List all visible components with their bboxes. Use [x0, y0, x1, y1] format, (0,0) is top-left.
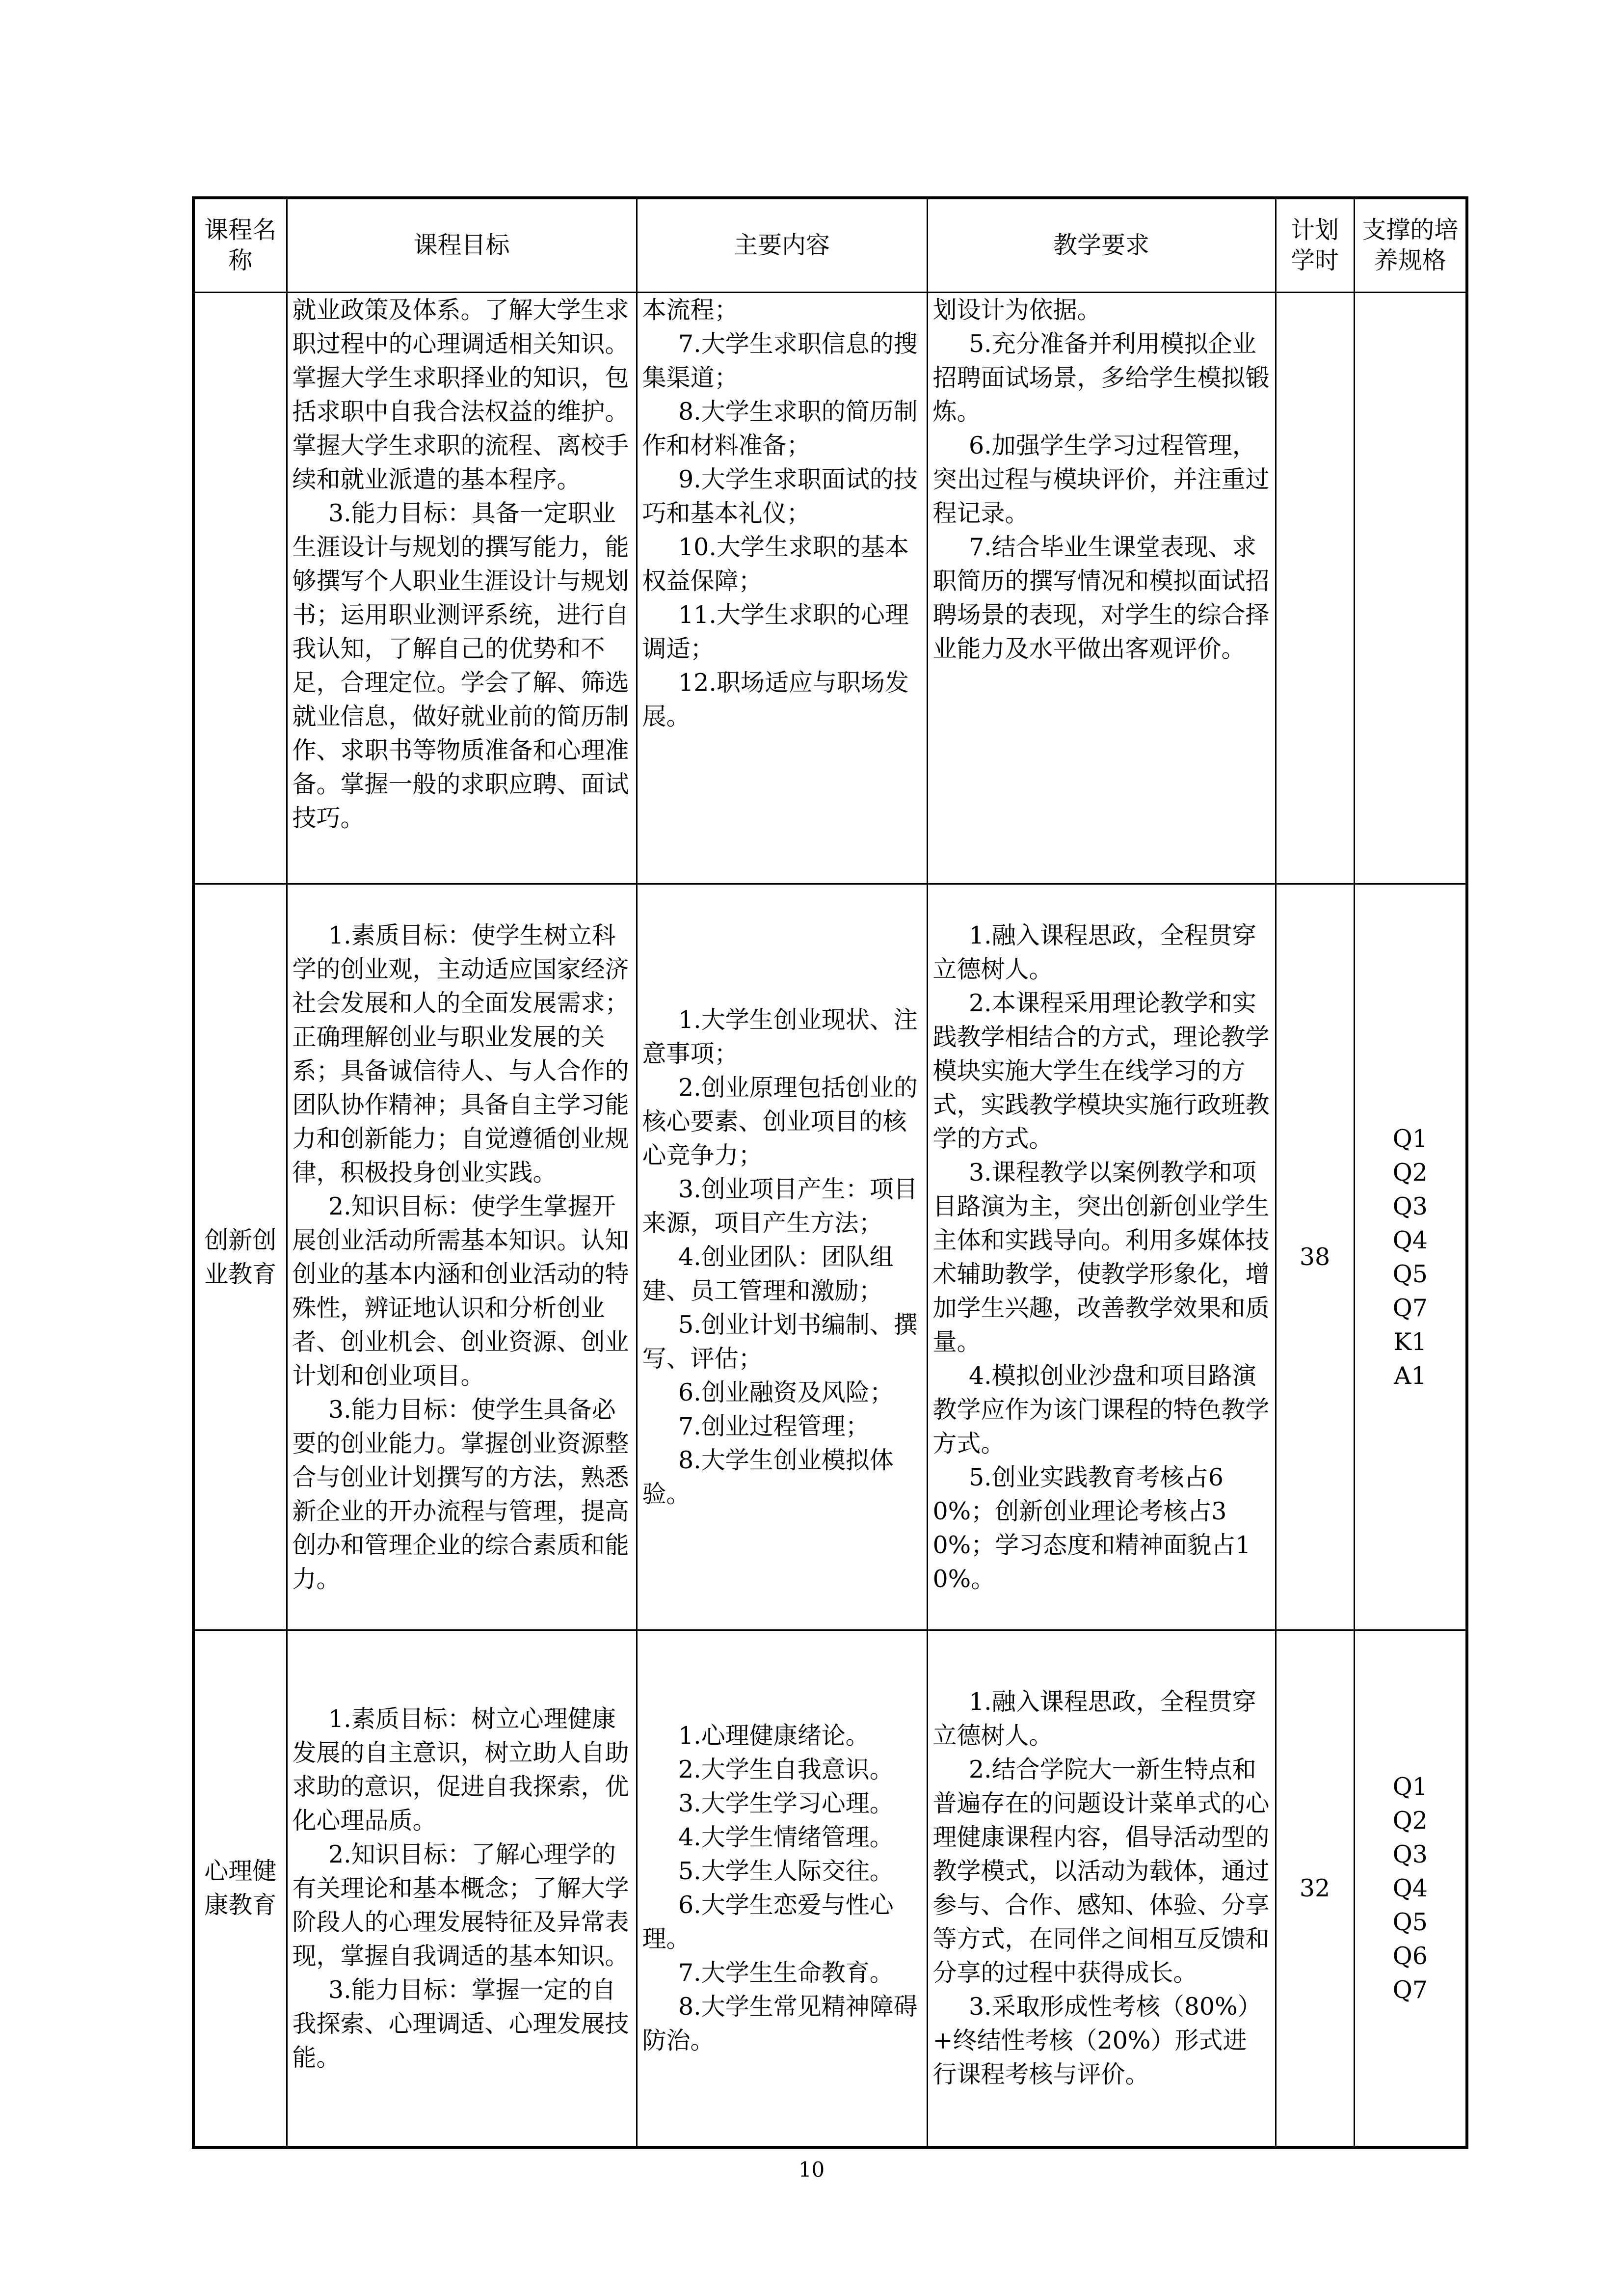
requirements-paragraph: 2.结合学院大一新生特点和普遍存在的问题设计菜单式的心理健康课程内容，倡导活动型的教学模式，以活动为载体，通过参与、合作、感知、体验、分享等方式，在同伴之间相互反馈和分享的过程中获得成长。 — [932, 1756, 1270, 1987]
requirements-paragraph: 4.模拟创业沙盘和项目路演教学应作为该门课程的特色教学方式。 — [932, 1361, 1270, 1458]
content-paragraph: 6.创业融资及风险； — [678, 1378, 894, 1406]
table-row — [193, 1630, 1467, 2147]
requirements-paragraph: 5.充分准备并利用模拟企业招聘面试场景，多给学生模拟锻炼。 — [932, 330, 1270, 426]
content-paragraph: 8.大学生求职的简历制作和材料准备； — [642, 398, 918, 459]
content-paragraph: 4.创业团队：团队组建、员工管理和激励； — [642, 1243, 894, 1305]
content-paragraph: 7.大学生生命教育。 — [678, 1959, 894, 1987]
header-course-name: 课程名称 — [193, 198, 287, 293]
course-name-cell — [193, 293, 287, 884]
spec-code: Q3 — [1392, 1840, 1428, 1868]
spec-cell — [1354, 293, 1467, 884]
content-paragraph: 8.大学生创业模拟体验。 — [642, 1446, 894, 1508]
spec-code: Q4 — [1392, 1226, 1428, 1254]
content-paragraph: 1.心理健康绪论。 — [678, 1722, 870, 1750]
spec-cell — [1354, 1630, 1467, 2147]
content-paragraph: 3.创业项目产生：项目来源，项目产生方法； — [642, 1175, 918, 1237]
content-paragraph: 5.大学生人际交往。 — [678, 1857, 894, 1886]
objectives-cell — [287, 293, 637, 884]
table-row — [193, 293, 1467, 884]
content-paragraph: 本流程； — [642, 296, 739, 324]
content-paragraph: 1.大学生创业现状、注意事项； — [642, 1006, 918, 1068]
requirements-paragraph: 5.创业实践教育考核占60%；创新创业理论考核占30%；学习态度和精神面貌占10%。 — [932, 1463, 1251, 1593]
requirements-cell — [927, 884, 1276, 1630]
spec-code: Q6 — [1392, 1942, 1428, 1970]
objectives-paragraph: 2.知识目标：了解心理学的有关理论和基本概念；了解大学阶段人的心理发展特征及异常表现，掌握自我调适的基本知识。 — [292, 1840, 629, 1970]
requirements-paragraph: 7.结合毕业生课堂表现、求职简历的撰写情况和模拟面试招聘场景的表现，对学生的综合择业能力及水平做出客观评价。 — [932, 533, 1270, 663]
requirements-paragraph: 2.本课程采用理论教学和实践教学相结合的方式，理论教学模块实施大学生在线学习的方式，实践教学模块实施行政班教学的方式。 — [932, 989, 1270, 1153]
content-paragraph: 9.大学生求职面试的技巧和基本礼仪； — [642, 465, 918, 527]
header-requirements: 教学要求 — [927, 198, 1276, 293]
hours-cell — [1276, 293, 1354, 884]
content-paragraph: 10.大学生求职的基本权益保障； — [642, 533, 909, 595]
content-paragraph: 2.创业原理包括创业的核心要素、创业项目的核心竞争力； — [642, 1074, 918, 1169]
spec-code: K1 — [1393, 1327, 1427, 1356]
spec-code: Q5 — [1392, 1260, 1428, 1288]
spec-code: Q7 — [1392, 1975, 1428, 2004]
content-paragraph: 6.大学生恋爱与性心理。 — [642, 1891, 894, 1953]
hours-cell: 32 — [1276, 1630, 1354, 2147]
content-paragraph: 3.大学生学习心理。 — [678, 1789, 894, 1818]
objectives-paragraph: 2.知识目标：使学生掌握开展创业活动所需基本知识。认知创业的基本内涵和创业活动的特殊性，辨证地认识和分析创业者、创业机会、创业资源、创业计划和创业项目。 — [292, 1192, 629, 1390]
objectives-paragraph: 1.素质目标：使学生树立科学的创业观，主动适应国家经济社会发展和人的全面发展需求；正确理解创业与职业发展的关系；具备诚信待人、与人合作的团队协作精神；具备自主学习能力和创新能力；自觉遵循创业规律，积极投身创业实践。 — [292, 921, 629, 1187]
spec-code: Q2 — [1392, 1158, 1428, 1187]
content-cell — [637, 293, 927, 884]
objectives-paragraph: 1.素质目标：树立心理健康发展的自主意识，树立助人自助求助的意识，促进自我探索，优化心理品质。 — [292, 1704, 629, 1835]
course-table — [192, 196, 1468, 2149]
spec-code: Q3 — [1392, 1192, 1428, 1220]
requirements-cell — [927, 293, 1276, 884]
spec-code: Q1 — [1392, 1772, 1428, 1801]
requirements-paragraph: 3.采取形成性考核（80%）+终结性考核（20%）形式进行课程考核与评价。 — [932, 1993, 1262, 2089]
page-number: 10 — [798, 2158, 825, 2182]
objectives-paragraph: 3.能力目标：使学生具备必要的创业能力。掌握创业资源整合与创业计划撰写的方法，熟悉新企业的开办流程与管理，提高创办和管理企业的综合素质和能力。 — [292, 1395, 629, 1593]
content-cell — [637, 1630, 927, 2147]
objectives-paragraph: 就业政策及体系。了解大学生求职过程中的心理调适相关知识。掌握大学生求职择业的知识，包括求职中自我合法权益的维护。掌握大学生求职的流程、离校手续和就业派遣的基本程序。 — [292, 296, 629, 493]
content-paragraph: 2.大学生自我意识。 — [678, 1756, 894, 1784]
spec-code: Q7 — [1392, 1294, 1428, 1322]
course-name-cell: 心理健康教育 — [193, 1630, 287, 2147]
content-paragraph: 7.创业过程管理； — [678, 1412, 870, 1440]
spec-code: A1 — [1393, 1361, 1427, 1390]
header-hours: 计划学时 — [1276, 198, 1354, 293]
requirements-paragraph: 1.融入课程思政，全程贯穿立德树人。 — [932, 1688, 1256, 1750]
spec-cell — [1354, 884, 1467, 1630]
requirements-paragraph: 划设计为依据。 — [932, 296, 1101, 324]
content-paragraph: 8.大学生常见精神障碍防治。 — [642, 1993, 918, 2055]
objectives-cell — [287, 1630, 637, 2147]
spec-code: Q2 — [1392, 1806, 1428, 1835]
requirements-paragraph: 1.融入课程思政，全程贯穿立德树人。 — [932, 921, 1256, 983]
content-paragraph: 11.大学生求职的心理调适； — [642, 601, 909, 663]
requirements-paragraph: 3.课程教学以案例教学和项目路演为主，突出创新创业学生主体和实践导向。利用多媒体技术辅助教学，使教学形象化，增加学生兴趣，改善教学效果和质量。 — [932, 1158, 1270, 1356]
objectives-paragraph: 3.能力目标：具备一定职业生涯设计与规划的撰写能力，能够撰写个人职业生涯设计与规划书；运用职业测评系统，进行自我认知，了解自己的优势和不足，合理定位。学会了解、筛选就业信息，做好就业前的简历制作、求职书等物质准备和心理准备。掌握一般的求职应聘、面试技巧。 — [292, 499, 629, 832]
header-content: 主要内容 — [637, 198, 927, 293]
content-paragraph: 5.创业计划书编制、撰写、评估； — [642, 1311, 918, 1373]
requirements-cell — [927, 1630, 1276, 2147]
content-paragraph: 7.大学生求职信息的搜集渠道； — [642, 330, 918, 392]
header-row — [193, 198, 1467, 293]
requirements-paragraph: 6.加强学生学习过程管理，突出过程与模块评价，并注重过程记录。 — [932, 432, 1270, 527]
header-objectives: 课程目标 — [287, 198, 637, 293]
spec-code: Q5 — [1392, 1908, 1428, 1936]
hours-cell: 38 — [1276, 884, 1354, 1630]
content-paragraph: 4.大学生情绪管理。 — [678, 1823, 894, 1852]
content-cell — [637, 884, 927, 1630]
content-paragraph: 12.职场适应与职场发展。 — [642, 669, 909, 730]
spec-code: Q4 — [1392, 1874, 1428, 1902]
objectives-paragraph: 3.能力目标：掌握一定的自我探索、心理调适、心理发展技能。 — [292, 1975, 629, 2072]
course-name-cell: 创新创业教育 — [193, 884, 287, 1630]
objectives-cell — [287, 884, 637, 1630]
header-spec: 支撑的培养规格 — [1354, 198, 1467, 293]
spec-code: Q1 — [1392, 1124, 1428, 1153]
table-row — [193, 884, 1467, 1630]
